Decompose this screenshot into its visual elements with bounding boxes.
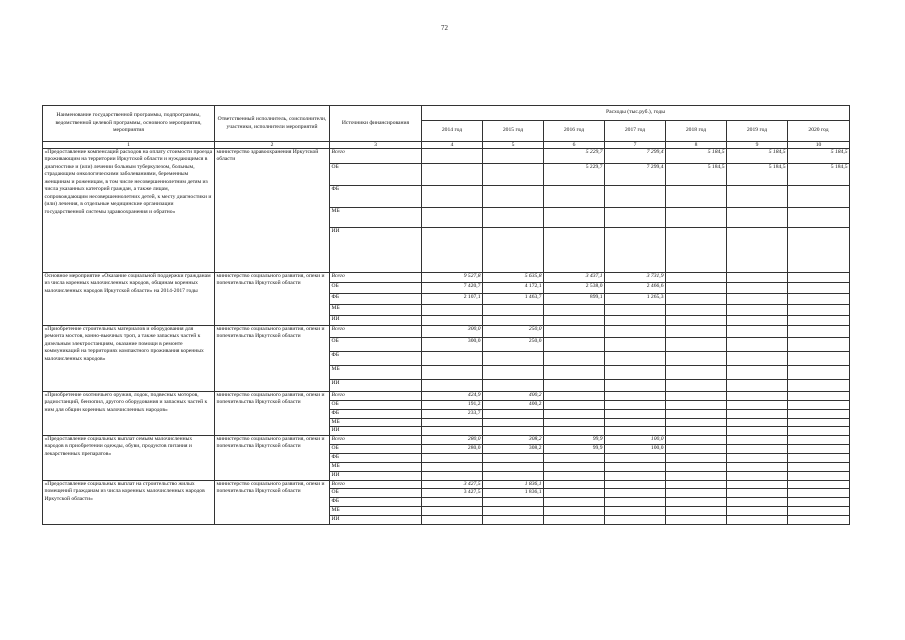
expense-value — [727, 305, 788, 316]
expense-value — [422, 427, 483, 435]
column-number: 8 — [666, 142, 727, 149]
expense-value — [666, 498, 727, 507]
expense-value: 1 836,1 — [483, 480, 544, 488]
expense-value — [544, 352, 605, 366]
funding-source: ФБ — [330, 453, 422, 462]
column-number: 1 — [43, 142, 215, 149]
expense-value — [727, 489, 788, 498]
expense-value — [605, 507, 666, 516]
expense-value — [727, 352, 788, 366]
expense-value — [605, 380, 666, 392]
expense-value — [605, 489, 666, 498]
expense-value — [788, 283, 850, 294]
expense-value — [788, 366, 850, 380]
table-row — [43, 149, 850, 164]
expense-value — [666, 305, 727, 316]
funding-source: МБ — [330, 507, 422, 516]
funding-source: ФБ — [330, 352, 422, 366]
expense-value: 308,2 — [483, 444, 544, 453]
column-number: 4 — [422, 142, 483, 149]
expense-value — [727, 273, 788, 283]
expense-value — [788, 392, 850, 401]
expense-value: 99,9 — [544, 435, 605, 444]
expense-value — [544, 453, 605, 462]
header-year: 2014 год — [422, 121, 483, 142]
expense-value — [666, 419, 727, 427]
header-responsible: Ответственный исполнитель, соисполнители, участники, исполнители мероприятий — [215, 106, 330, 142]
expense-value — [788, 419, 850, 427]
funding-source: ОБ — [330, 283, 422, 294]
expense-value — [788, 294, 850, 305]
expense-value — [788, 471, 850, 480]
expense-value — [788, 273, 850, 283]
expense-value — [666, 427, 727, 435]
expense-value — [727, 392, 788, 401]
expense-value: 3 731,9 — [605, 273, 666, 283]
expense-value: 99,9 — [544, 444, 605, 453]
expense-value — [727, 316, 788, 326]
expense-value — [544, 316, 605, 326]
expense-value: 7 299,4 — [605, 149, 666, 164]
expense-value — [422, 305, 483, 316]
expense-value: 233,7 — [422, 410, 483, 419]
expense-value — [788, 489, 850, 498]
expense-value — [666, 228, 727, 273]
expense-value — [666, 316, 727, 326]
responsible-executor: министерство социального развития, опеки и попечительства Иркутской области — [215, 273, 330, 326]
expense-value — [788, 380, 850, 392]
expense-value — [727, 419, 788, 427]
expense-value — [483, 410, 544, 419]
expense-value — [666, 444, 727, 453]
expense-value — [422, 462, 483, 471]
expense-value — [788, 435, 850, 444]
expense-value: 899,1 — [544, 294, 605, 305]
expense-value — [666, 283, 727, 294]
expense-value — [727, 294, 788, 305]
expense-value — [727, 427, 788, 435]
expense-value — [544, 208, 605, 228]
expense-value — [605, 471, 666, 480]
expense-value — [422, 366, 483, 380]
expense-value — [605, 462, 666, 471]
expense-value — [727, 208, 788, 228]
expense-value — [727, 498, 788, 507]
expense-value: 1 836,1 — [483, 489, 544, 498]
measure-name: Основное мероприятие «Оказание социальной поддержки гражданам из числа коренных малочисленных народов, общинам коренных малочисленных народов Иркутской области» на 2014-2017 годы — [43, 273, 215, 326]
expense-value — [788, 326, 850, 338]
column-number: 10 — [788, 142, 850, 149]
funding-source: ИИ — [330, 316, 422, 326]
expense-value — [605, 208, 666, 228]
expense-value — [727, 186, 788, 208]
expense-value — [422, 453, 483, 462]
expense-value — [788, 480, 850, 488]
expense-value — [605, 419, 666, 427]
expense-value — [727, 410, 788, 419]
expense-value: 308,2 — [483, 435, 544, 444]
expense-value — [422, 380, 483, 392]
expense-value — [666, 273, 727, 283]
expense-value — [605, 352, 666, 366]
expense-value: 250,0 — [483, 326, 544, 338]
expense-value — [422, 507, 483, 516]
funding-source: Всего — [330, 273, 422, 283]
expense-value — [605, 453, 666, 462]
header-year: 2019 год — [727, 121, 788, 142]
expense-value: 7 420,7 — [422, 283, 483, 294]
funding-source: МБ — [330, 366, 422, 380]
expense-value — [544, 462, 605, 471]
expense-value: 5 184,5 — [727, 164, 788, 186]
expense-value — [666, 366, 727, 380]
expense-value — [544, 507, 605, 516]
expense-value: 2 466,6 — [605, 283, 666, 294]
funding-source: Всего — [330, 149, 422, 164]
expense-value — [483, 462, 544, 471]
expense-value: 3 427,5 — [422, 489, 483, 498]
table-body — [43, 149, 850, 525]
expense-value — [544, 228, 605, 273]
expense-value — [544, 498, 605, 507]
expense-value — [483, 149, 544, 164]
expense-value — [788, 186, 850, 208]
financing-table — [42, 105, 850, 525]
funding-source: Всего — [330, 435, 422, 444]
expense-value — [422, 516, 483, 525]
expense-value — [666, 480, 727, 488]
expense-value — [788, 401, 850, 410]
expense-value — [727, 283, 788, 294]
expense-value — [605, 480, 666, 488]
expense-value — [422, 352, 483, 366]
expense-value — [483, 316, 544, 326]
expense-value — [422, 316, 483, 326]
funding-source: ФБ — [330, 294, 422, 305]
table-row — [43, 392, 850, 401]
expense-value — [727, 366, 788, 380]
expense-value — [666, 294, 727, 305]
funding-source: ФБ — [330, 186, 422, 208]
expense-value — [666, 392, 727, 401]
expense-value — [422, 149, 483, 164]
expense-value — [483, 507, 544, 516]
expense-value: 100,0 — [605, 444, 666, 453]
funding-source: ИИ — [330, 380, 422, 392]
header-source: Источники финансирования — [330, 106, 422, 142]
expense-value — [422, 208, 483, 228]
expense-value: 5 229,7 — [544, 164, 605, 186]
expense-value — [483, 164, 544, 186]
header-year: 2015 год — [483, 121, 544, 142]
expense-value: 2 107,1 — [422, 294, 483, 305]
expense-value — [422, 228, 483, 273]
expense-value — [666, 410, 727, 419]
expense-value: 191,2 — [422, 401, 483, 410]
funding-source: МБ — [330, 462, 422, 471]
expense-value — [666, 471, 727, 480]
expense-value — [727, 435, 788, 444]
expense-value — [483, 366, 544, 380]
expense-value: 1 463,7 — [483, 294, 544, 305]
expense-value — [666, 401, 727, 410]
expense-value: 5 184,5 — [788, 149, 850, 164]
expense-value — [666, 326, 727, 338]
funding-source: ИИ — [330, 427, 422, 435]
expense-value — [544, 516, 605, 525]
expense-value — [788, 444, 850, 453]
funding-source: ФБ — [330, 410, 422, 419]
expense-value: 250,0 — [483, 338, 544, 352]
expense-value — [727, 507, 788, 516]
expense-value — [666, 516, 727, 525]
funding-source: МБ — [330, 305, 422, 316]
funding-source: Всего — [330, 326, 422, 338]
expense-value — [483, 471, 544, 480]
expense-value: 5 184,5 — [788, 164, 850, 186]
expense-value — [483, 427, 544, 435]
expense-value — [544, 480, 605, 488]
expense-value — [788, 410, 850, 419]
expense-value — [788, 352, 850, 366]
expense-value: 100,0 — [605, 435, 666, 444]
expense-value — [666, 435, 727, 444]
table-row — [43, 480, 850, 488]
measure-name: «Приобретение охотничьего оружия, лодок, подвесных моторов, радиостанций, бензопил, другого оборудования и запасных частей к ним для общин коренных малочисленных народов» — [43, 392, 215, 436]
expense-value — [544, 471, 605, 480]
expense-value — [666, 489, 727, 498]
expense-value — [666, 507, 727, 516]
expense-value — [605, 305, 666, 316]
expense-value: 4 172,1 — [483, 283, 544, 294]
expense-value — [727, 480, 788, 488]
expense-value — [666, 186, 727, 208]
expense-value — [727, 471, 788, 480]
table-row — [43, 326, 850, 338]
responsible-executor: министерство социального развития, опеки и попечительства Иркутской области — [215, 326, 330, 392]
funding-source: ОБ — [330, 489, 422, 498]
header-year: 2018 год — [666, 121, 727, 142]
expense-value: 5 184,5 — [666, 164, 727, 186]
expense-value: 1 265,3 — [605, 294, 666, 305]
expense-value — [605, 338, 666, 352]
measure-name: «Предоставление социальных выплат на строительство жилых помещений гражданам из числа коренных малочисленных народов Иркутской области» — [43, 480, 215, 524]
responsible-executor: министерство социального развития, опеки и попечительства Иркутской области — [215, 392, 330, 436]
expense-value — [422, 186, 483, 208]
expense-value — [727, 444, 788, 453]
expense-value — [727, 380, 788, 392]
expense-value — [727, 453, 788, 462]
expense-value — [422, 498, 483, 507]
column-number: 3 — [330, 142, 422, 149]
page-number: 72 — [441, 24, 448, 32]
expense-value: 5 184,5 — [666, 149, 727, 164]
expense-value — [483, 228, 544, 273]
measure-name: «Предоставление компенсаций расходов на оплату стоимости проезда проживающим на территории Иркутской области и нуждающимся в диагностике и (или) лечении больным туберкулезом, больным, страдающим онкологическими заболеваниями, беременным женщинам и роженицам, в том числе несовершеннолетним детям из числа указанных категорий граждан, а также лицам, сопровождающим несовершеннолетних детей, к месту диагностики и (или) лечения, в отдельные медицинские организации государственной системы здравоохранения и обратно» — [43, 149, 215, 273]
expense-value — [788, 305, 850, 316]
header-year: 2020 год — [788, 121, 850, 142]
expense-value — [666, 338, 727, 352]
header-year: 2017 год — [605, 121, 666, 142]
funding-source: ОБ — [330, 338, 422, 352]
expense-value — [727, 516, 788, 525]
expense-value — [605, 410, 666, 419]
column-number: 6 — [544, 142, 605, 149]
measure-name: «Приобретение строительных материалов и оборудования для ремонта мостов, конно-вьючных троп, а также запасных частей к дизельным электростанциям, оказание помощи в ремонте коммуникаций на территориях компактного проживания коренных малочисленных народов» — [43, 326, 215, 392]
expense-value: 7 299,4 — [605, 164, 666, 186]
expense-value: 5 184,5 — [727, 149, 788, 164]
expense-value — [605, 427, 666, 435]
expense-value — [483, 516, 544, 525]
expense-value — [422, 419, 483, 427]
expense-value — [788, 316, 850, 326]
expense-value: 2 538,0 — [544, 283, 605, 294]
expense-value: 3 427,5 — [422, 480, 483, 488]
column-number: 2 — [215, 142, 330, 149]
column-number: 5 — [483, 142, 544, 149]
responsible-executor: министерство социального развития, опеки и попечительства Иркутской области — [215, 435, 330, 480]
expense-value — [788, 507, 850, 516]
table-row — [43, 435, 850, 444]
expense-value: 5 635,8 — [483, 273, 544, 283]
expense-value — [422, 471, 483, 480]
funding-source: Всего — [330, 392, 422, 401]
expense-value — [788, 453, 850, 462]
funding-source: ИИ — [330, 471, 422, 480]
expense-value: 280,0 — [422, 435, 483, 444]
expense-value — [605, 401, 666, 410]
expense-value — [544, 410, 605, 419]
funding-source: ИИ — [330, 516, 422, 525]
expense-value — [666, 462, 727, 471]
expense-value — [483, 352, 544, 366]
header-year: 2016 год — [544, 121, 605, 142]
column-number: 9 — [727, 142, 788, 149]
funding-source: ИИ — [330, 228, 422, 273]
expense-value — [605, 228, 666, 273]
funding-source: МБ — [330, 208, 422, 228]
header-numbers-row — [43, 142, 850, 149]
responsible-executor: министерство социального развития, опеки и попечительства Иркутской области — [215, 480, 330, 524]
expense-value: 400,2 — [483, 401, 544, 410]
expense-value — [788, 338, 850, 352]
expense-value — [544, 401, 605, 410]
expense-value — [605, 516, 666, 525]
expense-value — [422, 164, 483, 186]
expense-value — [666, 453, 727, 462]
expense-value — [605, 498, 666, 507]
expense-value — [544, 326, 605, 338]
expense-value — [483, 186, 544, 208]
expense-value — [483, 498, 544, 507]
expense-value — [605, 366, 666, 380]
expense-value: 424,9 — [422, 392, 483, 401]
expense-value — [788, 208, 850, 228]
expense-value — [727, 401, 788, 410]
measure-name: «Предоставление социальных выплат семьям малочисленных народов в приобретении одежды, обуви, продуктов питания и лекарственных препаратов» — [43, 435, 215, 480]
expense-value — [544, 392, 605, 401]
funding-source: ОБ — [330, 401, 422, 410]
expense-value — [788, 516, 850, 525]
expense-value — [544, 186, 605, 208]
expense-value: 280,0 — [422, 444, 483, 453]
expense-value — [544, 338, 605, 352]
expense-value — [788, 427, 850, 435]
column-number: 7 — [605, 142, 666, 149]
header-name: Наименование государственной программы, подпрограммы, ведомственной целевой программы, основного мероприятия, мероприятия — [43, 106, 215, 142]
expense-value: 5 229,7 — [544, 149, 605, 164]
expense-value — [666, 208, 727, 228]
expense-value — [483, 380, 544, 392]
expense-value — [788, 228, 850, 273]
expense-value — [605, 326, 666, 338]
expense-value — [544, 489, 605, 498]
expense-value — [605, 392, 666, 401]
expense-value — [727, 228, 788, 273]
expense-value — [605, 186, 666, 208]
funding-source: ОБ — [330, 444, 422, 453]
expense-value: 3 437,1 — [544, 273, 605, 283]
expense-value — [727, 326, 788, 338]
expense-value — [727, 462, 788, 471]
responsible-executor: министерство здравоохранения Иркутской области — [215, 149, 330, 273]
table-row — [43, 273, 850, 283]
funding-source: ОБ — [330, 164, 422, 186]
expense-value — [483, 419, 544, 427]
expense-value — [666, 352, 727, 366]
expense-value — [788, 462, 850, 471]
expense-value — [544, 427, 605, 435]
expense-value: 300,0 — [422, 326, 483, 338]
expense-value: 400,2 — [483, 392, 544, 401]
expense-value: 9 527,8 — [422, 273, 483, 283]
funding-source: МБ — [330, 419, 422, 427]
expense-value — [605, 316, 666, 326]
expense-value — [544, 380, 605, 392]
expense-value — [727, 338, 788, 352]
expense-value — [788, 498, 850, 507]
expense-value — [483, 453, 544, 462]
expense-value — [544, 419, 605, 427]
expense-value — [544, 305, 605, 316]
expense-value — [544, 366, 605, 380]
funding-source: ФБ — [330, 498, 422, 507]
funding-source: Всего — [330, 480, 422, 488]
expense-value — [483, 208, 544, 228]
expense-value — [666, 380, 727, 392]
expense-value — [483, 305, 544, 316]
expense-value: 300,0 — [422, 338, 483, 352]
header-expenses: Расходы (тыс.руб.), годы — [422, 106, 850, 121]
